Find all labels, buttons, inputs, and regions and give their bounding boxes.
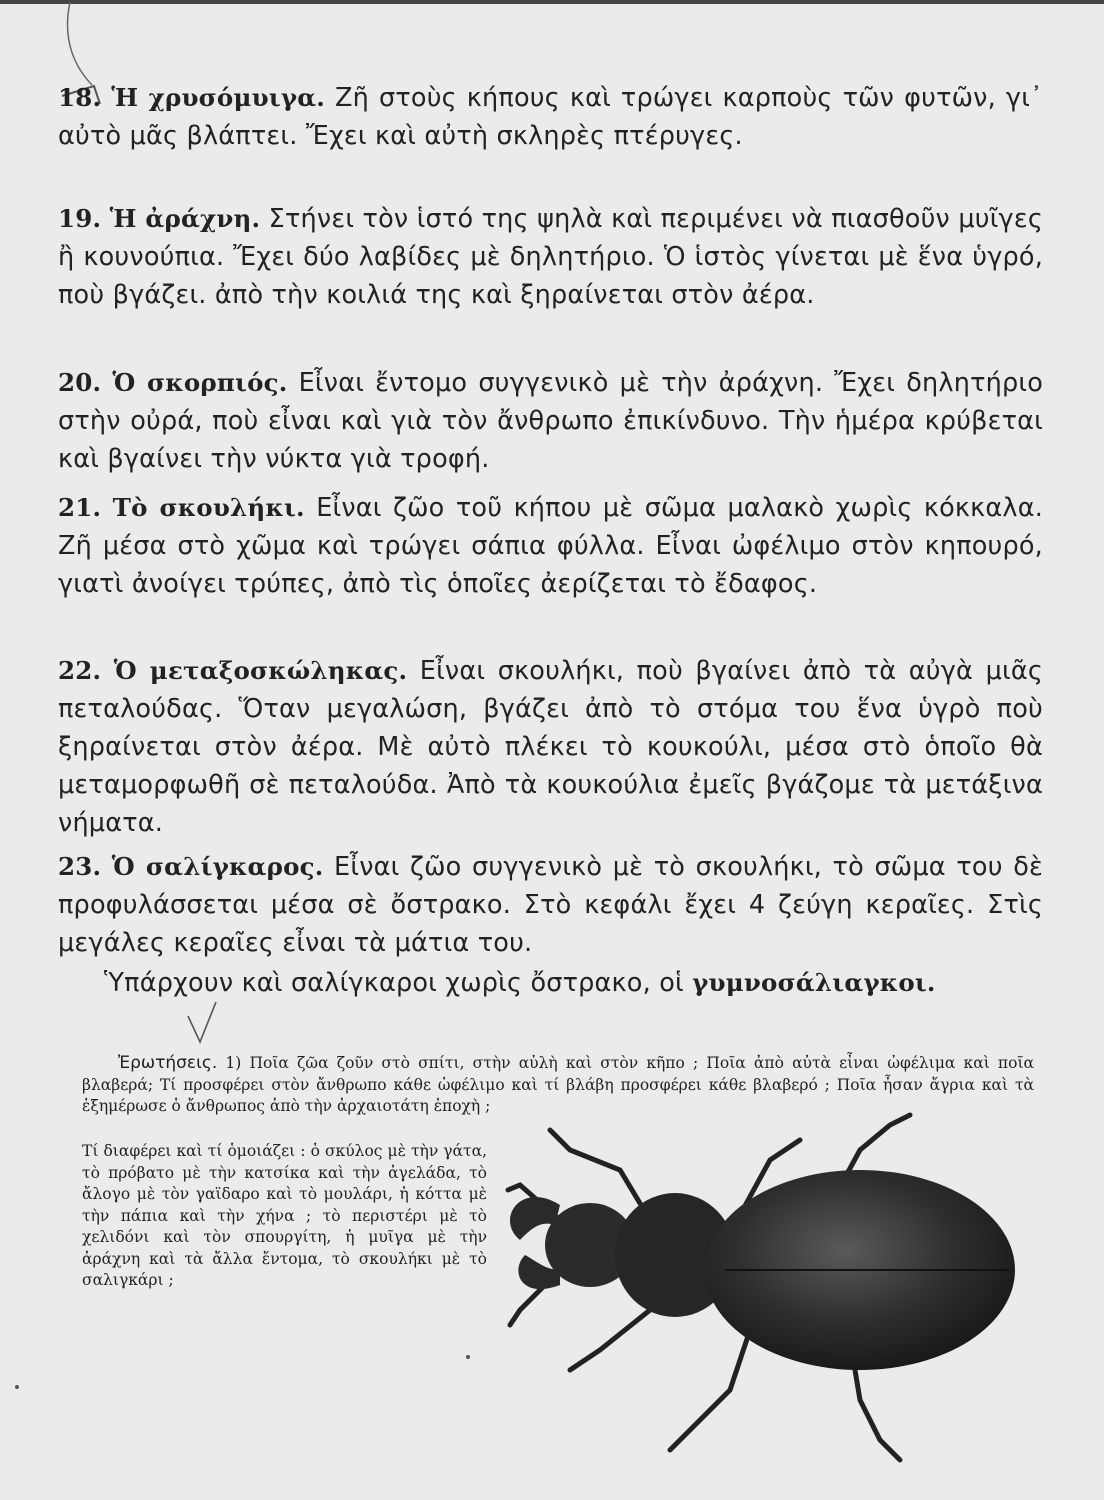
entry-number: 23.	[58, 852, 102, 881]
questions-block-wide	[82, 1053, 1034, 1118]
entry-number: 19.	[58, 204, 102, 233]
entry-number: 18.	[58, 83, 102, 112]
entry-20	[58, 364, 1043, 478]
entry-heading: Ἡ χρυσόμυιγα.	[111, 83, 325, 112]
entry-text: Εἶναι σκουλήκι, ποὺ βγαίνει ἀπὸ τὰ αὐγὰ μιᾶς πεταλούδας. Ὅταν μεγαλώση, βγάζει ἀπὸ τὸ στόμα του ἕνα ὑγρὸ ποὺ ξηραίνεται στὸν ἀέρα. Μὲ αὐτὸ πλέκει τὸ κουκούλι, μέσα στὸ ὁποῖο θὰ μεταμορφωθῆ σὲ πεταλούδα. Ἀπὸ τὰ κουκούλια ἐμεῖς βγάζομε τὰ μετάξινα νήματα.	[58, 656, 1043, 838]
entry-23-extra	[58, 964, 1043, 1002]
stag-beetle-illustration	[500, 1110, 1060, 1500]
entry-heading: Ἡ ἀράχνη.	[109, 204, 261, 233]
print-speck	[15, 1385, 19, 1389]
print-speck	[466, 1355, 470, 1359]
questions-text-narrow: Τί διαφέρει καὶ τί ὁμοιάζει : ὁ σκύλος μὲ τὴν γάτα, τὸ πρόβατο μὲ τὴν κατσίκα καὶ τὴν ἀγελάδα, τὸ ἄλογο μὲ τὸν γαϊδαρο καὶ τὸ μουλάρι, ἡ κόττα μὲ τὴν πάπια καὶ τὴν χήνα ; τὸ περιστέρι μὲ τὸ χελιδόνι καὶ τὸν σπουργίτη, ἡ μυῖγα μὲ τὴν ἀράχνη καὶ τὰ ἄλλα ἔντομα, τὸ σκουλήκι μὲ τὸ σαλιγκάρι ;	[82, 1142, 487, 1289]
entry-heading: Ὁ μεταξοσκώληκας.	[113, 656, 408, 685]
entry-21	[58, 489, 1043, 603]
entry-text: Εἶναι ζῶο συγγενικὸ μὲ τὸ σκουλήκι, τὸ σῶμα του δὲ προφυλάσσεται μέσα σὲ ὄστρακο. Στὸ κεφάλι ἔχει 4 ζεύγη κεραῖες. Στὶς μεγάλες κεραῖες εἶναι τὰ μάτια του.	[58, 852, 1043, 958]
extra-text: Ὑπάρχουν καὶ σαλίγκαροι χωρὶς ὄστρακο, οἱ	[104, 968, 693, 998]
entry-18	[58, 79, 1043, 155]
entry-23	[58, 848, 1043, 962]
questions-text-wide: 1) Ποῖα ζῶα ζοῦν στὸ σπίτι, στὴν αὐλὴ καὶ στὸν κῆπο ; Ποῖα ἀπὸ αὐτὰ εἶναι ὠφέλιμα καὶ ποῖα βλαβερά; Τί προσφέρει στὸν ἄνθρωπο κάθε ὠφέλιμο καὶ τί βλάβη προσφέρει κάθε βλαβερό ; Ποῖα ἦσαν ἄγρια καὶ τὰ ἐξημέρωσε ὁ ἄνθρωπος ἀπὸ τὴν ἀρχαιοτάτη ἐποχὴ ;	[82, 1054, 1034, 1115]
entry-text: Στήνει τὸν ἱστό της ψηλὰ καὶ περιμένει νὰ πιασθοῦν μυῖγες ἢ κουνούπια. Ἔχει δύο λαβίδες μὲ δηλητήριο. Ὁ ἱστὸς γίνεται μὲ ἕνα ὑγρό, ποὺ βγάζει. ἀπὸ τὴν κοιλιά της καὶ ξηραίνεται στὸν ἀέρα.	[58, 204, 1043, 310]
entry-text: Εἶναι ἔντομο συγγενικὸ μὲ τὴν ἀράχνη. Ἔχει δηλητήριο στὴν οὐρά, ποὺ εἶναι καὶ γιὰ τὸν ἄνθρωπο ἐπικίνδυνο. Τὴν ἡμέρα κρύβεται καὶ βγαίνει τὴν νύκτα γιὰ τροφή.	[58, 368, 1044, 474]
extra-bold-term: γυμνοσάλιαγκοι.	[692, 968, 936, 997]
entry-22	[58, 652, 1043, 842]
questions-label: Ἐρωτήσεις.	[118, 1053, 218, 1073]
pencil-check-mark-bottom	[186, 998, 226, 1048]
entry-text: Εἶναι ζῶο τοῦ κήπου μὲ σῶμα μαλακὸ χωρὶς κόκκαλα. Ζῆ μέσα στὸ χῶμα καὶ τρώγει σάπια φύλλα. Εἶναι ὠφέλιμο στὸν κηπουρό, γιατὶ ἀνοίγει τρύπες, ἀπὸ τὶς ὁποῖες ἀερίζεται τὸ ἔδαφος.	[58, 493, 1044, 599]
entry-number: 21.	[58, 493, 102, 522]
entry-heading: Ὁ σκορπιός.	[112, 368, 288, 397]
entry-19	[58, 200, 1043, 314]
page-top-edge	[0, 0, 1104, 4]
entry-text: Ζῆ στοὺς κήπους καὶ τρώγει καρποὺς τῶν φυτῶν, γι᾿ αὐτὸ μᾶς βλάπτει. Ἔχει καὶ αὐτὴ σκληρὲς πτέρυγες.	[58, 83, 1043, 151]
entry-number: 20.	[58, 368, 102, 397]
entry-heading: Ὁ σαλίγκαρος.	[111, 852, 324, 881]
entry-heading: Τὸ σκουλήκι.	[112, 493, 305, 522]
entry-number: 22.	[58, 656, 102, 685]
questions-block-narrow	[82, 1141, 487, 1292]
